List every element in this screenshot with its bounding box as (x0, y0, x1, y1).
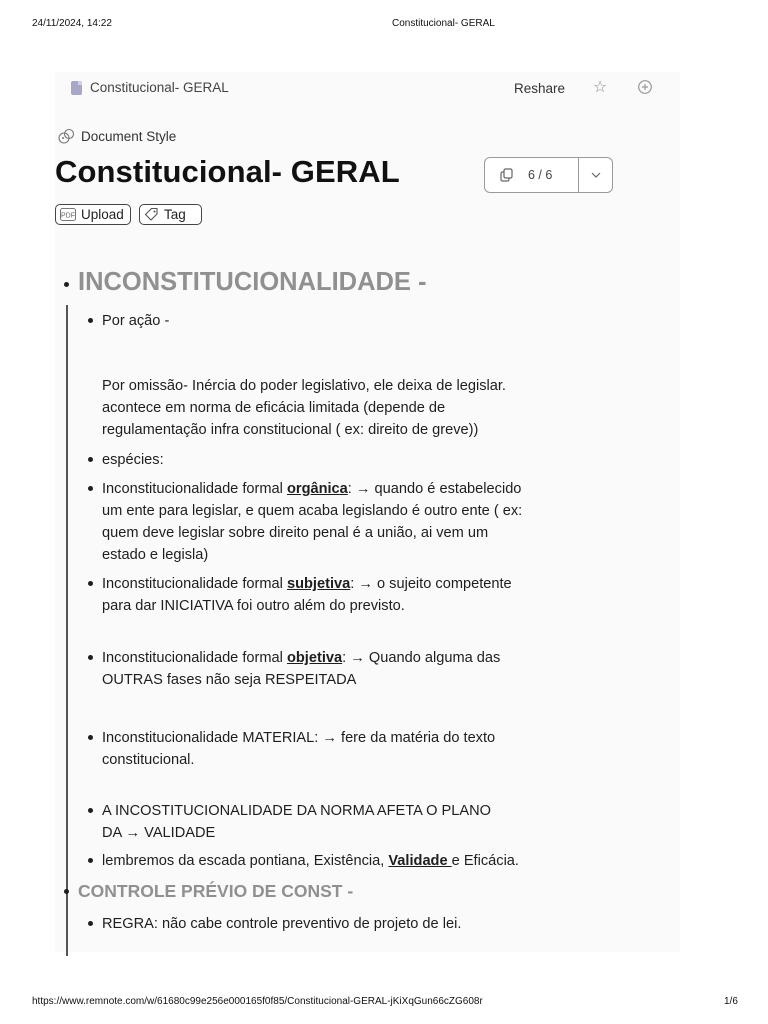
subjetiva-line-2: para dar INICIATIVA foi outro além do previsto. (102, 598, 405, 614)
bullet (64, 282, 69, 287)
breadcrumb-label: Constitucional- GERAL (90, 80, 229, 95)
list-item-por-acao: Por ação - (102, 313, 170, 329)
document-style-link[interactable] (57, 128, 176, 144)
omissao-line-1: Por omissão- Inércia do poder legislativo, ele deixa de legislar. (102, 378, 506, 394)
term-validade: Validade (388, 853, 452, 869)
document-icon (71, 81, 82, 95)
star-icon[interactable]: ☆ (592, 79, 608, 96)
list-item-material: Inconstitucionalidade MATERIAL: → fere da matéria do texto (102, 730, 496, 746)
list-item-escada: lembremos da escada pontiana, Existência, Validade e Eficácia. (102, 853, 519, 869)
upload-label: Upload (81, 207, 124, 222)
bullet (88, 735, 93, 740)
print-datetime: 24/11/2024, 14:22 (32, 18, 112, 29)
organica-line-4: estado e legisla) (102, 547, 209, 563)
list-item-especies: espécies: (102, 452, 164, 468)
term-organica: orgânica (286, 481, 348, 497)
tag-button[interactable] (139, 204, 202, 225)
bullet (88, 921, 93, 926)
print-url: https://www.remnote.com/w/61680c99e256e000165f0f85/Constitucional-GERAL-jKiXqGun66cZG608r (32, 996, 483, 1007)
page-navigator (484, 157, 613, 193)
afeta-line-2: DA → VALIDADE (102, 825, 216, 841)
print-title: Constitucional- GERAL (392, 18, 495, 29)
tag-icon (144, 208, 159, 221)
bullet (88, 486, 93, 491)
organica-line-2: um ente para legislar, e quem acaba legislando é outro ente ( ex: (102, 503, 523, 519)
bullet (64, 889, 69, 894)
omissao-line-2: acontece em norma de eficácia limitada (depende de (102, 400, 446, 416)
add-circle-icon[interactable] (636, 79, 654, 97)
print-page-number: 1/6 (724, 996, 738, 1007)
list-item-organica: Inconstitucionalidade formal orgânica: → quando é estabelecido (102, 481, 522, 497)
copy-pages-icon (498, 167, 514, 183)
list-item-subjetiva: Inconstitucionalidade formal subjetiva: → o sujeito competente (102, 576, 512, 592)
list-item-regra: REGRA: não cabe controle preventivo de projeto de lei. (102, 916, 462, 932)
page-count-button[interactable] (485, 158, 578, 192)
bullet (88, 858, 93, 863)
pdf-icon (60, 208, 76, 221)
term-subjetiva: subjetiva (286, 576, 351, 592)
heading-inconstitucionalidade: INCONSTITUCIONALIDADE - (78, 268, 427, 296)
bullet (88, 318, 93, 323)
heading-controle-previo: CONTROLE PRÉVIO DE CONST - (78, 881, 354, 901)
page-title: Constitucional- GERAL (55, 154, 400, 189)
indent-guide (66, 305, 68, 956)
material-line-2: constitucional. (102, 752, 195, 768)
organica-line-3: quem deve legislar sobre direito penal é a união, ai vem um (102, 525, 489, 541)
bullet (88, 655, 93, 660)
objetiva-line-2: OUTRAS fases não seja RESPEITADA (102, 672, 357, 688)
svg-text:PDF: PDF (61, 212, 75, 220)
page-count: 6 / 6 (528, 168, 553, 182)
palette-icon (57, 128, 75, 144)
bullet (88, 457, 93, 462)
document-style-label: Document Style (81, 128, 177, 144)
breadcrumb[interactable] (71, 80, 229, 95)
list-item-objetiva: Inconstitucionalidade formal objetiva: → Quando alguma das (102, 650, 501, 666)
bullet (88, 808, 93, 813)
tag-label: Tag (164, 207, 186, 222)
omissao-line-3: regulamentação infra constitucional ( ex: direito de greve)) (102, 422, 479, 438)
reshare-button[interactable]: Reshare (514, 81, 566, 96)
list-item-afeta: A INCOSTITUCIONALIDADE DA NORMA AFETA O PLANO (102, 803, 491, 819)
upload-pdf-button[interactable] (55, 204, 131, 225)
bullet (88, 581, 93, 586)
chevron-down-icon[interactable] (578, 158, 612, 192)
term-objetiva: objetiva (286, 650, 343, 666)
